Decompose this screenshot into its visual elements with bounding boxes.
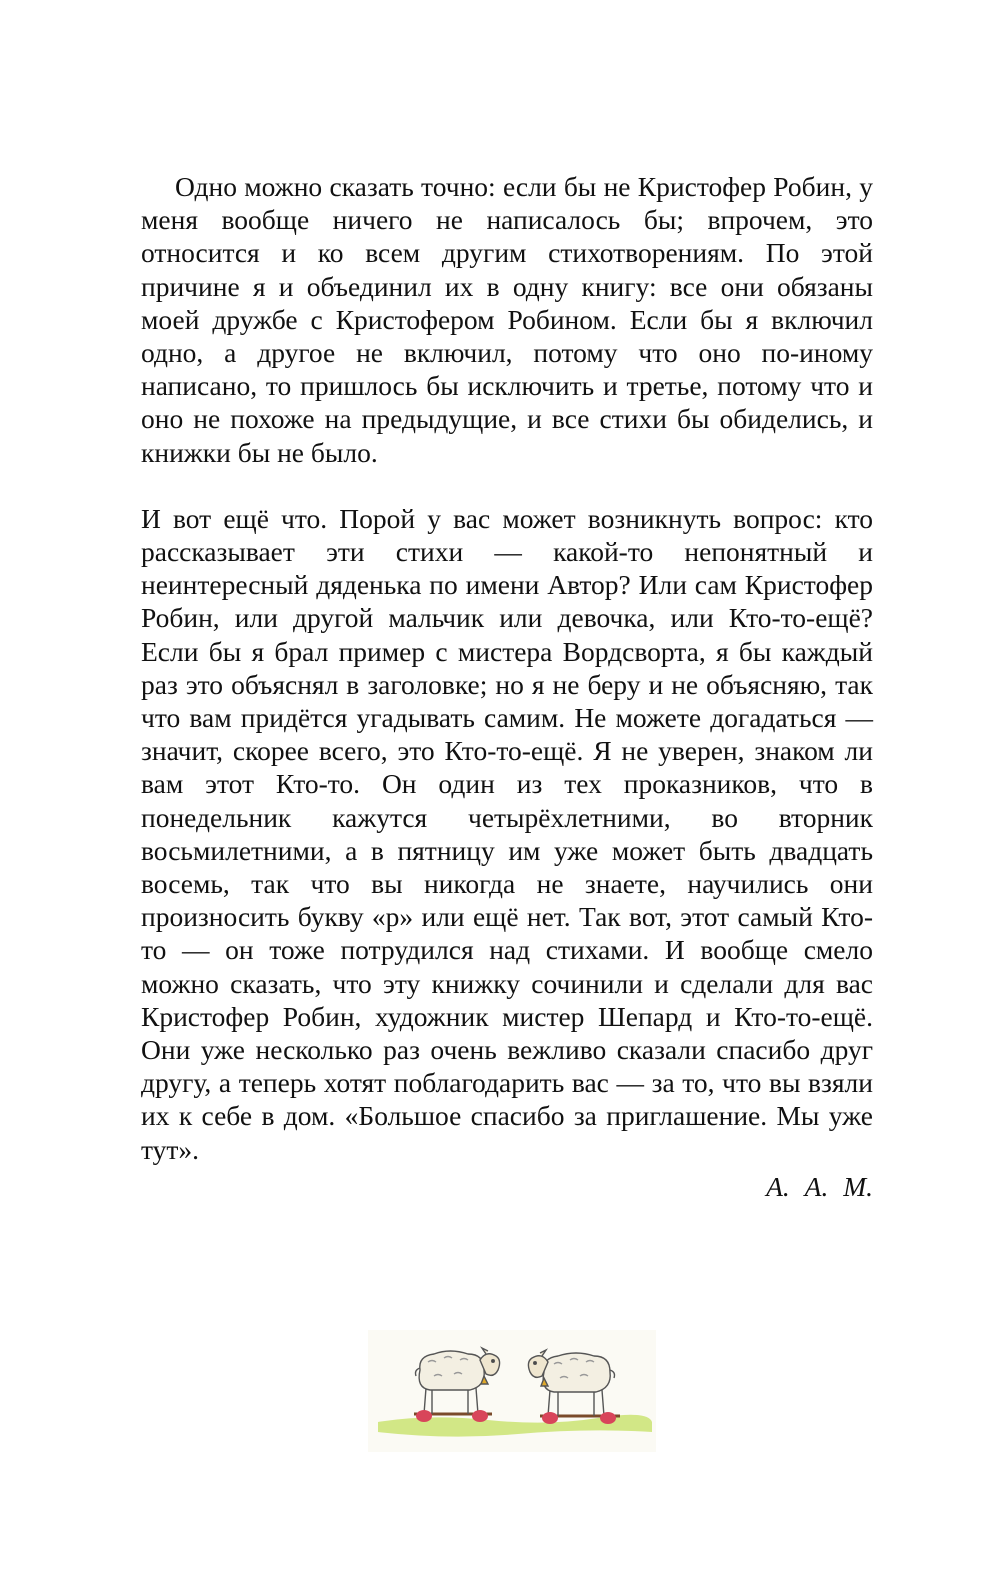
wheel-icon [472,1410,488,1422]
wheel-icon [416,1410,432,1422]
illustration [368,1330,656,1452]
wheel-icon [600,1412,616,1424]
wheel-icon [542,1412,558,1424]
paragraph-1: Одно можно сказать точно: если бы не Кристофер Робин, у меня вообще ничего не написалось бы; впрочем, это относится и ко всем другим стихотворениям. По этой причине я и объединил их в одну книгу: все они обязаны моей дружбе с Кристофером Робином. Если бы я включил одно, а другое не включил, потому что оно по-иному написано, то пришлось бы исключить и третье, потому что и оно не похоже на предыдущие, и все стихи бы обиделись, и книжки бы не было. [141,171,873,468]
author-signature: А. А. М. [766,1170,873,1202]
paragraph-2: И вот ещё что. Порой у вас может возникнуть вопрос: кто рассказывает эти стихи — какой-то непонятный и неинтересный дяденька по имени Автор? Или сам Кристофер Робин, или другой мальчик или девочка, или Кто-то-ещё? Если бы я брал пример с мистера Вордсворта, я бы каждый раз это объяснял в заголовке; но я не беру и не объясняю, так что вам придётся угадывать самим. Не можете догадаться — значит, скорее всего, это Кто-то-ещё. Я не уверен, знаком ли вам этот Кто-то. Он один из тех проказников, что в понедельник кажутся четырёхлетними, во вторник восьмилетними, а в пятницу им уже может быть двадцать восемь, так что вы никогда не знаете, научились они произносить букву «р» или ещё нет. Так вот, этот самый Кто-то — он тоже потрудился над стихами. И вообще смело можно сказать, что эту книжку сочинили и сделали для вас Кристофер Робин, художник мистер Шепард и Кто-то-ещё. Они уже несколько раз очень вежливо сказали спасибо друг другу, а теперь хотят поблагодарить вас — за то, что вы взяли их к себе в дом. «Большое спасибо за приглашение. Мы уже тут». [141,502,873,1165]
page-text [141,170,873,1203]
two-toy-lambs-on-wheels-icon [368,1330,656,1452]
